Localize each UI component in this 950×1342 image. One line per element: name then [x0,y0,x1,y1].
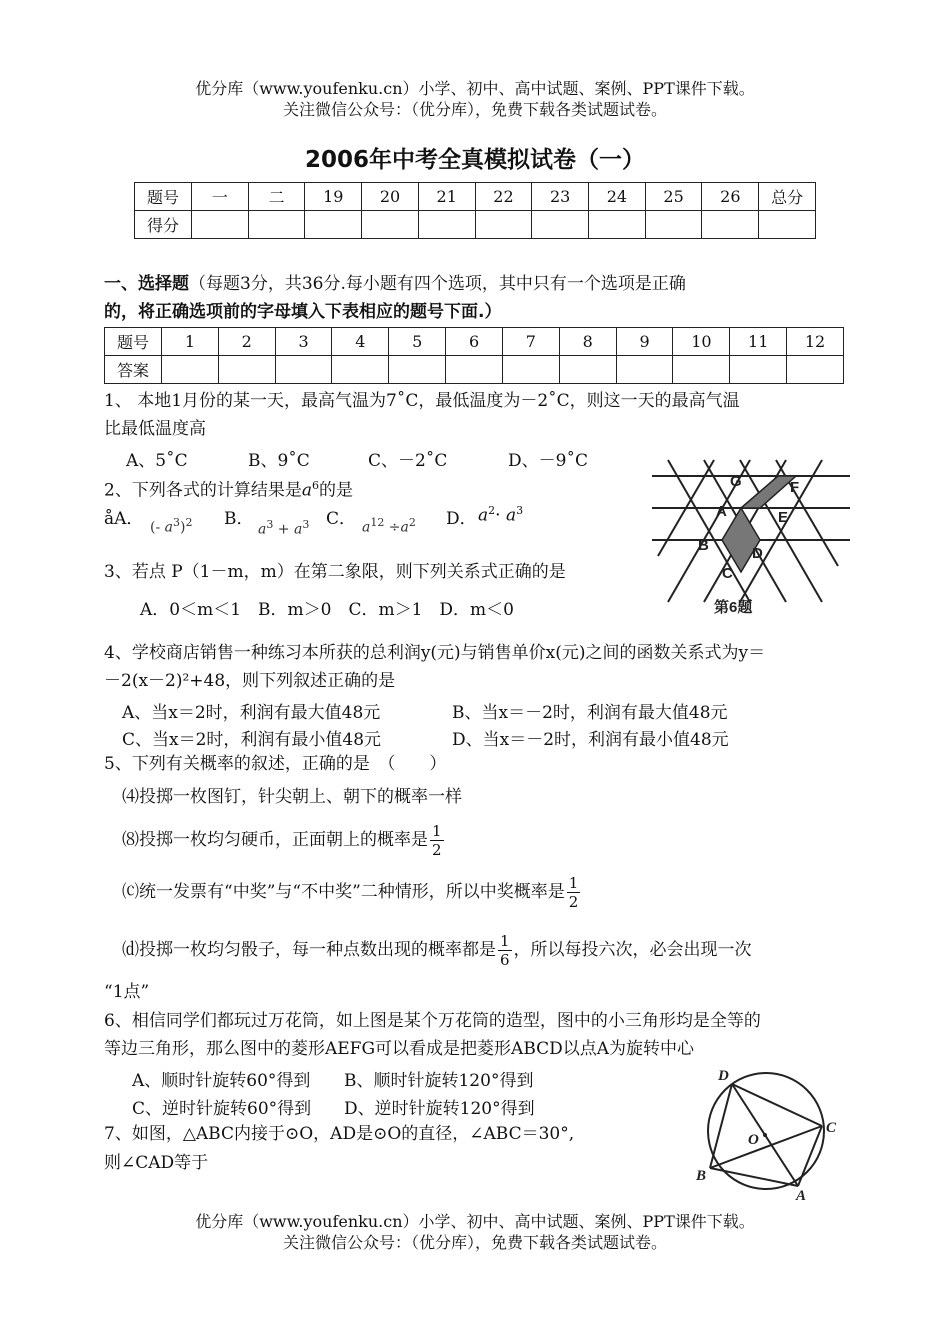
answer-cell: 9 [616,328,673,356]
rhombus-aefg [741,476,796,508]
q1-option-c: C、－2˚C [368,451,448,471]
score-cell: 二 [248,183,305,211]
fig7-label-o: O [748,1132,759,1148]
answer-input-cell[interactable] [218,356,275,384]
fraction-one-half [567,874,581,911]
section-1-heading [104,272,686,296]
score-input-cell[interactable] [589,211,646,239]
q6-text-2: 等边三角形，那么图中的菱形AEFG可以看成是把菱形ABCD以点A为旋转中心 [104,1039,695,1059]
q5-text: 5、下列有关概率的叙述，正确的是 （ ） [104,754,447,774]
answer-cell: 12 [787,328,844,356]
q1-option-b: B、9˚C [248,451,310,471]
q6-option-b: B、顺时针旋转120°得到 [344,1071,534,1091]
q4-text-1: 4、学校商店销售一种练习本所获的总利润y(元)与销售单价x(元)之间的函数关系式为y＝ [104,643,766,663]
score-input-cell[interactable] [192,211,249,239]
q5-option-c-text: ⒞统一发票有“中奖”与“不中奖”二种情形，所以中奖概率是 [122,882,565,902]
q1-text-1: 1、 本地1月份的某一天，最高气温为7˚C，最低温度为－2˚C，则这一天的最高气温 [104,391,740,411]
fig7-label-b: B [696,1168,707,1184]
segment-db [710,1084,732,1168]
header-line-1: 优分库（www.youfenku.cn）小学、初中、高中试题、案例、PPT课件下载。 [195,79,755,98]
score-cell: 26 [702,183,759,211]
answer-input-cell[interactable] [502,356,559,384]
section-1-title: 一、选择题 [104,274,189,294]
answer-cell: 1 [162,328,219,356]
score-input-cell[interactable] [702,211,759,239]
score-cell: 25 [645,183,702,211]
answer-cell: 6 [446,328,503,356]
frac-den: 6 [500,951,510,969]
score-input-cell[interactable] [759,211,816,239]
q2-option-c-expr: $a^{12} \div a^2$ [362,516,416,536]
answer-cell: 5 [389,328,446,356]
fig7-label-d: D [718,1068,729,1084]
score-input-cell[interactable] [305,211,362,239]
segment-bc [710,1126,822,1168]
answer-input-cell[interactable] [730,356,787,384]
fig7-label-a: A [796,1188,807,1202]
score-cell: 22 [475,183,532,211]
q1-text-2: 比最低温度高 [104,419,206,439]
answer-input-cell[interactable] [275,356,332,384]
score-input-cell[interactable] [532,211,589,239]
q6-option-a: A、顺时针旋转60°得到 [132,1071,311,1091]
score-cell: 24 [589,183,646,211]
answer-cell: 题号 [105,328,162,356]
answer-input-cell[interactable] [389,356,446,384]
answer-input-cell[interactable] [446,356,503,384]
frac-den: 2 [432,841,442,859]
q1-option-a: A、5˚C [126,451,188,471]
fraction-one-sixth [498,932,512,969]
answer-table [104,327,844,384]
answer-cell: 2 [218,328,275,356]
score-row-label: 得分 [135,211,192,239]
footer-line-2: 关注微信公众号：（优分库），免费下载各类试题试卷。 [282,1233,667,1252]
fig6-label-f: F [790,479,800,496]
q2-option-a-label: åA． [104,509,144,529]
fig6-caption: 第6题 [714,599,753,616]
q5-option-b-text: ⑻投掷一枚均匀硬币，正面朝上的概率是 [122,830,428,850]
fig6-label-c: C [722,565,733,582]
footer-line-1: 优分库（www.youfenku.cn）小学、初中、高中试题、案例、PPT课件下载。 [195,1212,755,1231]
score-cell: 23 [532,183,589,211]
fig6-label-g: G [730,473,742,490]
score-cell: 19 [305,183,362,211]
q2-option-c-label: C． [326,509,357,529]
q2-text: 2、下列各式的计算结果是$a^6$的是 [104,479,353,501]
q5-option-d-text: ⒟投掷一枚均匀骰子，每一种点数出现的概率都是 [122,940,496,960]
score-table [134,182,816,239]
q6-option-d: D、逆时针旋转120°得到 [344,1099,535,1119]
section-1-note-line-2: 的，将正确选项前的字母填入下表相应的题号下面.） [104,302,502,322]
q4-text-2: －2(x－2)²+48，则下列叙述正确的是 [104,671,396,691]
q2-stem-end: 的是 [318,480,353,501]
q4-option-b: B、当x＝－2时，利润有最大值48元 [452,703,728,723]
q4-option-a: A、当x＝2时，利润有最大值48元 [122,703,381,723]
score-cell: 总分 [759,183,816,211]
answer-cell: 3 [275,328,332,356]
page-title: 2006年中考全真模拟试卷（一） [304,147,645,173]
q7-text-1: 7、如图，△ABC内接于⊙O，AD是⊙O的直径，∠ABC＝30°, [104,1124,575,1144]
q4-option-d: D、当x＝－2时，利润有最小值48元 [452,730,729,750]
answer-cell: 10 [673,328,730,356]
score-cell: 题号 [135,183,192,211]
q2-option-a-expr: (- $a^3)^2$ [150,516,193,536]
score-input-cell[interactable] [418,211,475,239]
answer-input-cell[interactable] [162,356,219,384]
answer-cell: 7 [502,328,559,356]
q7-text-2: 则∠CAD等于 [104,1153,209,1173]
figure-7-circle [690,1064,840,1202]
q6-text-1: 6、相信同学们都玩过万花筒，如上图是某个万花筒的造型，图中的小三角形均是全等的 [104,1011,761,1031]
q4-option-c: C、当x＝2时，利润有最小值48元 [122,730,382,750]
segment-ba [710,1168,798,1186]
q5-option-b [122,822,446,859]
q5-option-d [122,932,752,969]
q1-option-d: D、－9˚C [508,451,588,471]
q6-option-c: C、逆时针旋转60°得到 [132,1099,312,1119]
figure-6-kaleidoscope [648,456,852,618]
frac-den: 2 [568,893,579,911]
score-input-cell[interactable] [645,211,702,239]
answer-cell: 11 [730,328,787,356]
fig6-label-b: B [698,537,709,554]
section-1-note: （每题3分，共36分.每小题有四个选项，其中只有一个选项是正确 [189,274,686,294]
q2-option-b-expr: $a^3 + a^3$ [258,518,310,538]
q5-option-d-line-2: “1点” [104,982,150,1002]
frac-num: 1 [432,822,442,840]
q2-option-b-label: B． [224,509,254,529]
score-input-cell[interactable] [362,211,419,239]
answer-input-cell[interactable] [787,356,844,384]
score-cell: 21 [418,183,475,211]
answer-input-cell[interactable] [673,356,730,384]
q5-option-d-tail: ，所以每投六次，必会出现一次 [513,940,752,960]
score-cell: 一 [192,183,249,211]
score-input-cell[interactable] [248,211,305,239]
answer-table-header-row [105,328,844,356]
fraction-one-half [430,822,444,859]
q5-option-c [122,874,582,911]
score-cell: 20 [362,183,419,211]
score-input-cell[interactable] [475,211,532,239]
center-point-o [763,1133,767,1137]
frac-num: 1 [500,932,510,950]
q2-option-d-label: D． [446,509,477,529]
answer-input-cell[interactable] [332,356,389,384]
answer-cell: 8 [559,328,616,356]
q2-stem: 2、下列各式的计算结果是 [104,480,302,501]
answer-cell: 4 [332,328,389,356]
answer-input-cell[interactable] [559,356,616,384]
q5-option-a: ⑷投掷一枚图钉，针尖朝上、朝下的概率一样 [122,787,462,807]
q2-option-d-expr: $a^2\cdot a^3$ [478,504,524,526]
fig6-label-a: A [716,503,727,520]
fig7-label-c: C [826,1120,837,1136]
header-line-2: 关注微信公众号：（优分库），免费下载各类试题试卷。 [282,100,667,119]
q3-text: 3、若点 P（1－m，m）在第二象限，则下列关系式正确的是 [104,562,566,582]
fig6-label-d: D [752,545,763,562]
answer-row-label: 答案 [105,356,162,384]
score-table-score-row [135,211,816,239]
answer-table-answer-row [105,356,844,384]
fig6-label-e: E [778,509,789,526]
answer-input-cell[interactable] [616,356,673,384]
q3-options: A．0＜m＜1 B．m＞0 C．m＞1 D．m＜0 [140,600,514,620]
score-table-header-row [135,183,816,211]
frac-num: 1 [568,874,579,892]
